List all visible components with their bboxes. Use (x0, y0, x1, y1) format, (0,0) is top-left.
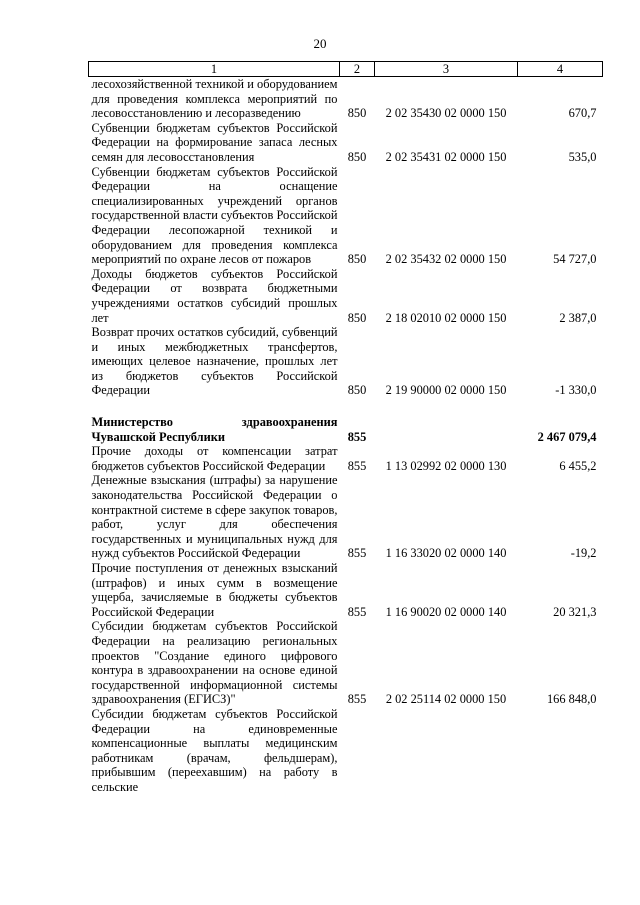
table-row (89, 561, 603, 619)
admin-code-cell: 850 (347, 149, 367, 164)
admin-code-cell: 855 (347, 546, 367, 561)
amount-cell: 166 848,0 (546, 692, 597, 707)
table-body (89, 77, 603, 795)
table-row (89, 325, 603, 398)
table-header (89, 62, 603, 77)
amount-cell (518, 707, 603, 795)
name-cell: Прочие доходы от компенсации затрат бюджетов субъектов Российской Федерации (91, 444, 338, 473)
amount-cell: 6 455,2 (559, 458, 597, 473)
header-col-1: 1 (89, 62, 340, 77)
budget-code-cell: 2 02 35432 02 0000 150 (385, 252, 507, 267)
name-cell: Субсидии бюджетам субъектов Российской Федерации на единовременные компенсационные выплаты медицинским работникам (врачам, фельдшерам), прибывшим (переехавшим) на работу в сельские (91, 706, 338, 794)
amount-cell: 670,7 (568, 106, 597, 121)
budget-code-cell: 2 02 25114 02 0000 150 (385, 692, 507, 707)
name-cell: Субвенции бюджетам субъектов Российской Федерации на оснащение специализированных учреждений органов государственной власти субъектов Российской Федерации лесопожарной техникой и оборудованием для проведения комплекса мероприятий по охране лесов от пожаров (91, 164, 338, 267)
budget-code-cell: 1 16 90020 02 0000 140 (385, 604, 507, 619)
budget-code-cell (375, 415, 518, 444)
table-row (89, 267, 603, 325)
name-cell: Доходы бюджетов субъектов Российской Федерации от возврата бюджетными учреждениями остатков субсидий прошлых лет (91, 266, 338, 325)
name-cell: Министерство здравоохранения Чувашской Республики (91, 415, 338, 444)
ministry-row (89, 415, 603, 444)
admin-code-cell (340, 707, 375, 795)
admin-code-cell: 850 (347, 252, 367, 267)
budget-code-cell: 2 19 90000 02 0000 150 (385, 383, 507, 398)
admin-code-cell: 850 (347, 383, 367, 398)
admin-code-cell: 850 (347, 310, 367, 325)
name-cell: лесохозяйственной техникой и оборудованием для проведения комплекса мероприятий по лесовосстановлению и лесоразведению (91, 77, 338, 121)
table-row (89, 444, 603, 473)
spacer-row (89, 398, 603, 415)
header-col-4: 4 (518, 62, 603, 77)
spacer-cell (89, 398, 603, 415)
admin-code-cell: 855 (347, 458, 367, 473)
name-cell: Субвенции бюджетам субъектов Российской Федерации на формирование запаса лесных семян для лесовосстановления (91, 120, 338, 164)
header-col-3: 3 (375, 62, 518, 77)
amount-cell: -19,2 (570, 546, 597, 561)
name-cell: Прочие поступления от денежных взысканий (штрафов) и иных сумм в возмещение ущерба, зачисляемые в бюджеты субъектов Российской Федерации (91, 561, 338, 619)
admin-code-cell: 855 (347, 429, 367, 444)
amount-cell: 54 727,0 (553, 252, 597, 267)
amount-cell: 535,0 (568, 149, 597, 164)
table-row (89, 77, 603, 121)
admin-code-cell: 850 (347, 106, 367, 121)
budget-code-cell: 2 02 35430 02 0000 150 (385, 106, 507, 121)
admin-code-cell: 855 (347, 692, 367, 707)
amount-cell: 2 467 079,4 (537, 429, 597, 444)
name-cell: Возврат прочих остатков субсидий, субвенций и иных межбюджетных трансфертов, имеющих целевое назначение, прошлых лет из бюджетов субъектов Российской Федерации (91, 325, 338, 398)
admin-code-cell: 855 (347, 604, 367, 619)
revenue-table (88, 61, 603, 795)
table-row (89, 473, 603, 561)
page-number: 20 (313, 36, 327, 51)
budget-code-cell: 2 18 02010 02 0000 150 (385, 310, 507, 325)
budget-code-cell (375, 707, 518, 795)
table-row (89, 165, 603, 267)
budget-code-cell: 1 16 33020 02 0000 140 (385, 546, 507, 561)
name-cell: Субсидии бюджетам субъектов Российской Федерации на реализацию региональных проектов "Создание единого цифрового контура в здравоохранении на основе единой государственной информационной системы здравоохранения (ЕГИСЗ)" (91, 619, 338, 707)
amount-cell: -1 330,0 (555, 383, 597, 398)
header-col-2: 2 (340, 62, 375, 77)
budget-code-cell: 2 02 35431 02 0000 150 (385, 149, 507, 164)
table-row (89, 707, 603, 795)
table-row (89, 619, 603, 707)
name-cell: Денежные взыскания (штрафы) за нарушение законодательства Российской Федерации о контрактной системе в сфере закупок товаров, работ, услуг для обеспечения государственных и муниципальных нужд для нужд субъектов Российской Федерации (91, 473, 338, 561)
budget-code-cell: 1 13 02992 02 0000 130 (385, 458, 507, 473)
amount-cell: 20 321,3 (553, 604, 597, 619)
table-row (89, 121, 603, 165)
amount-cell: 2 387,0 (559, 310, 597, 325)
